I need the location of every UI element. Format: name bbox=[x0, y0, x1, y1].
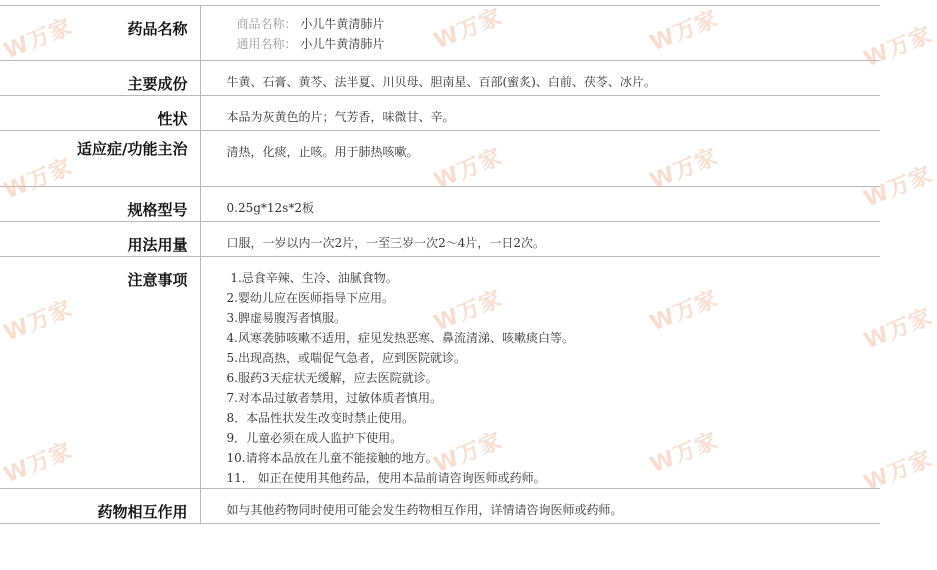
generic-name-value: 小儿牛黄清肺片 bbox=[300, 37, 385, 51]
row-notes bbox=[0, 257, 880, 489]
notes-item: 11． 如正在使用其他药品，使用本品前请咨询医师或药师。 bbox=[226, 471, 546, 485]
trade-name-line bbox=[237, 14, 881, 34]
watermark-logo: W万家 bbox=[646, 6, 723, 57]
watermark-logo: W万家 bbox=[860, 304, 937, 355]
label-usage: 用法用量 bbox=[0, 222, 200, 257]
label-indications: 适应症/功能主治 bbox=[0, 131, 200, 187]
watermark-logo: W万家 bbox=[0, 154, 77, 205]
notes-item: 3.脾虚易腹泻者慎服。 bbox=[226, 311, 346, 325]
watermark-logo: W万家 bbox=[860, 446, 937, 497]
label-notes: 注意事项 bbox=[0, 257, 200, 489]
notes-list bbox=[227, 268, 881, 488]
label-properties: 性状 bbox=[0, 96, 200, 131]
watermark-logo: W万家 bbox=[646, 286, 723, 337]
watermark-logo: W万家 bbox=[860, 22, 937, 73]
value-interactions: 如与其他药物同时使用可能会发生药物相互作用，详情请咨询医师或药师。 bbox=[200, 489, 880, 524]
label-specification: 规格型号 bbox=[0, 187, 200, 222]
watermark-logo: W万家 bbox=[646, 144, 723, 195]
trade-name-value: 小儿牛黄清肺片 bbox=[300, 17, 385, 31]
watermark-logo: W万家 bbox=[0, 438, 77, 489]
notes-item: 2.婴幼儿应在医师指导下应用。 bbox=[226, 291, 394, 305]
trade-name-key: 商品名称： bbox=[236, 17, 297, 31]
notes-item: 9．儿童必须在成人监护下使用。 bbox=[226, 431, 403, 445]
watermark-logo: W万家 bbox=[0, 14, 77, 65]
label-composition: 主要成份 bbox=[0, 61, 200, 96]
label-drug-name: 药品名称 bbox=[0, 6, 200, 61]
value-composition: 牛黄、石膏、黄芩、法半夏、川贝母、胆南星、百部(蜜炙)、白前、茯苓、冰片。 bbox=[200, 61, 880, 96]
value-properties: 本品为灰黄色的片；气芳香，味微甘、辛。 bbox=[200, 96, 880, 131]
notes-item: 7.对本品过敏者禁用，过敏体质者慎用。 bbox=[226, 391, 442, 405]
notes-item: 1.忌食辛辣、生冷、油腻食物。 bbox=[226, 271, 398, 285]
generic-name-key: 通用名称： bbox=[236, 37, 297, 51]
row-drug-name bbox=[0, 6, 880, 61]
notes-item: 5.出现高热，或喘促气急者，应到医院就诊。 bbox=[226, 351, 466, 365]
notes-item: 4.风寒袭肺咳嗽不适用，症见发热恶寒、鼻流清涕、咳嗽痰白等。 bbox=[226, 331, 574, 345]
value-drug-name bbox=[200, 6, 880, 61]
watermark-logo: W万家 bbox=[430, 4, 507, 55]
generic-name-line bbox=[237, 34, 881, 54]
label-interactions: 药物相互作用 bbox=[0, 489, 200, 524]
watermark-logo: W万家 bbox=[646, 428, 723, 479]
row-properties bbox=[0, 96, 880, 131]
row-indications bbox=[0, 131, 880, 187]
value-indications: 清热，化痰，止咳。用于肺热咳嗽。 bbox=[200, 131, 880, 187]
row-usage bbox=[0, 222, 880, 257]
drug-info-table bbox=[0, 5, 880, 524]
watermark-logo: W万家 bbox=[430, 144, 507, 195]
watermark-logo: W万家 bbox=[430, 428, 507, 479]
watermark-logo: W万家 bbox=[0, 296, 77, 347]
notes-item: 6.服药3天症状无缓解，应去医院就诊。 bbox=[226, 371, 438, 385]
notes-item: 8．本品性状发生改变时禁止使用。 bbox=[226, 411, 415, 425]
notes-item: 10.请将本品放在儿童不能接触的地方。 bbox=[226, 451, 438, 465]
value-notes bbox=[200, 257, 880, 489]
watermark-logo: W万家 bbox=[860, 162, 937, 213]
row-specification bbox=[0, 187, 880, 222]
row-interactions bbox=[0, 489, 880, 524]
value-usage: 口服，一岁以内一次2片，一至三岁一次2～4片，一日2次。 bbox=[200, 222, 880, 257]
watermark-logo: W万家 bbox=[430, 286, 507, 337]
row-composition bbox=[0, 61, 880, 96]
value-specification: 0.25g*12s*2板 bbox=[200, 187, 880, 222]
